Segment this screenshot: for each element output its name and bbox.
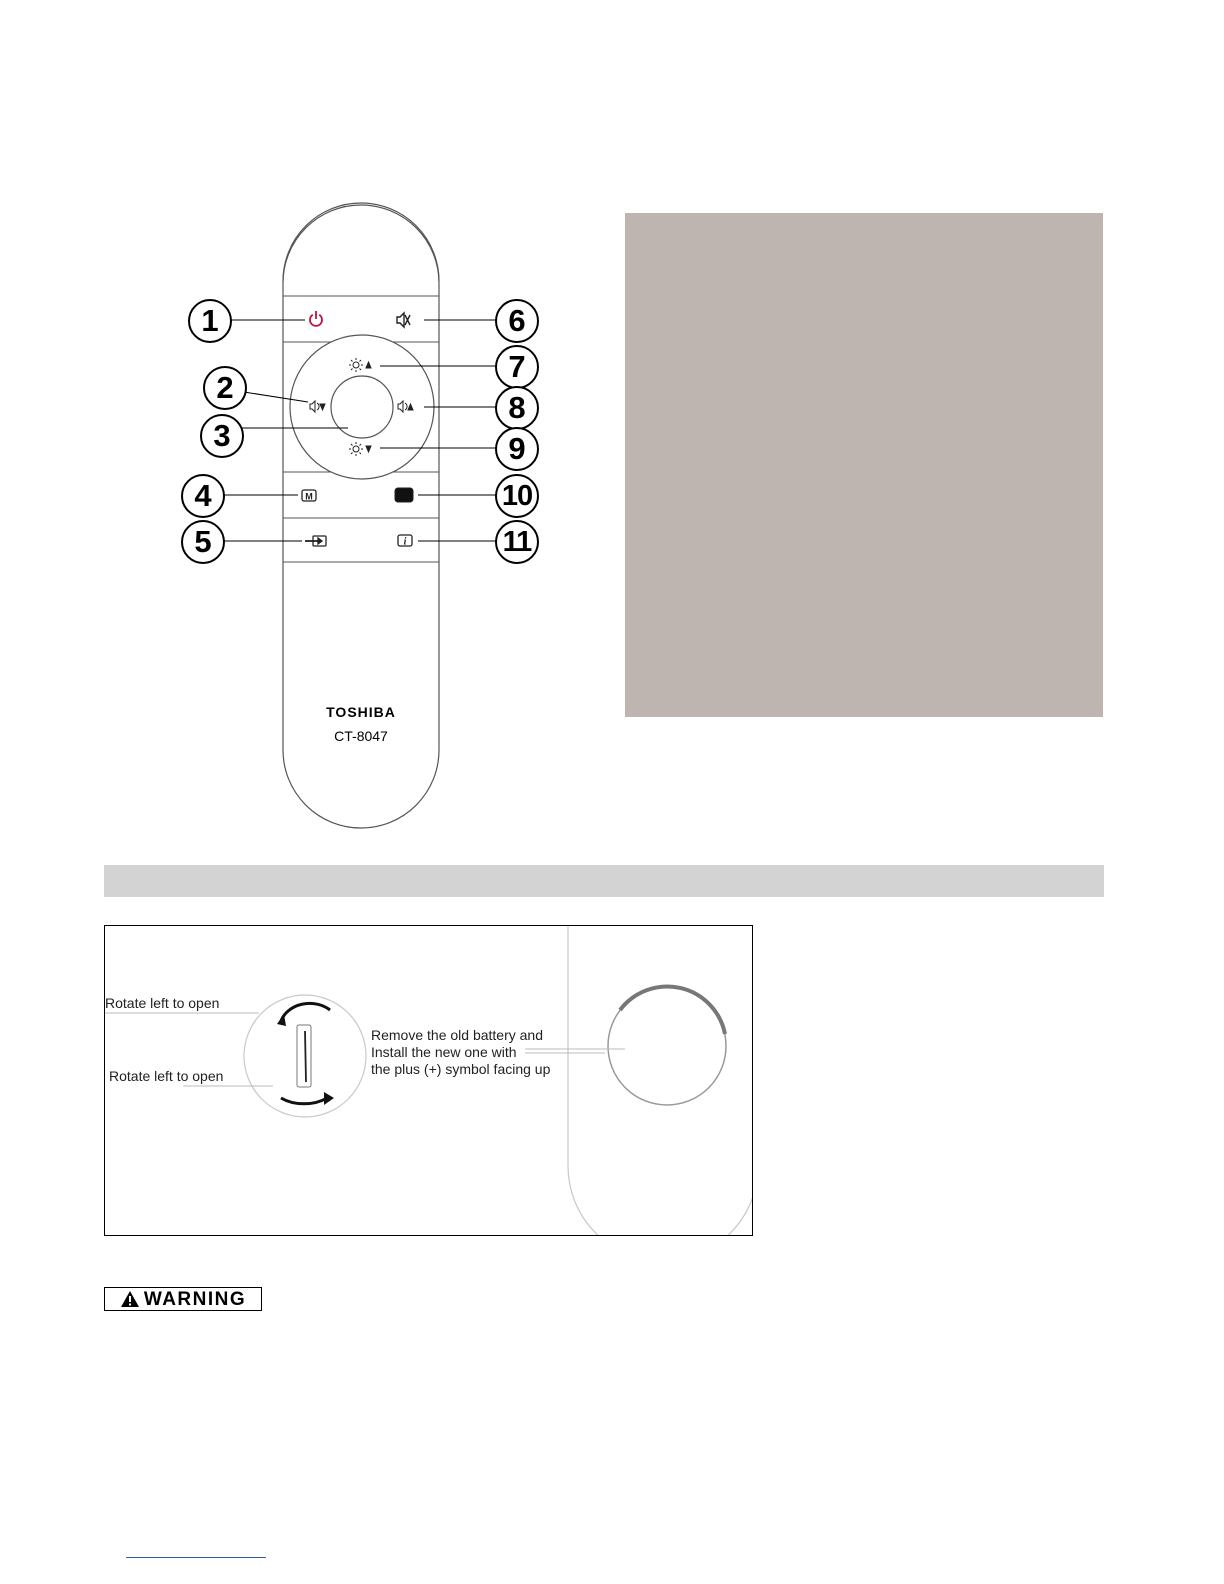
warning-badge	[104, 1287, 262, 1311]
callout-3: 3	[200, 414, 244, 458]
callout-4: 4	[181, 474, 225, 518]
info-icon	[398, 535, 412, 548]
rotate-label-bottom: Rotate left to open	[109, 1068, 224, 1084]
rotate-label-top: Rotate left to open	[105, 995, 220, 1011]
menu-m-icon	[302, 490, 316, 502]
callout-6: 6	[495, 299, 539, 343]
callout-8: 8	[495, 386, 539, 430]
callout-9: 9	[495, 427, 539, 471]
battery-instruction-line-3: the plus (+) symbol facing up	[371, 1061, 551, 1077]
callout-11: 11	[495, 520, 539, 564]
remote-brand-logo: TOSHIBA	[326, 704, 396, 720]
center-enter-button	[331, 376, 393, 438]
callout-1: 1	[188, 299, 232, 343]
svg-text:i: i	[403, 536, 407, 548]
section-header-bar	[104, 865, 1104, 897]
svg-text:M: M	[305, 491, 313, 502]
callout-7: 7	[495, 345, 539, 389]
aspect-ratio-icon	[395, 488, 413, 502]
footnote-separator	[126, 1557, 266, 1558]
battery-instruction-line-1: Remove the old battery and	[371, 1027, 543, 1043]
callout-5: 5	[181, 520, 225, 564]
warning-label: WARNING	[143, 1288, 247, 1310]
callout-10: 10	[495, 474, 539, 518]
battery-instruction-line-2: Install the new one with	[371, 1044, 517, 1060]
remote-model-number: CT-8047	[334, 728, 388, 744]
battery-replacement-diagram	[104, 925, 753, 1236]
warning-triangle-icon	[120, 1290, 140, 1308]
callout-2: 2	[203, 366, 247, 410]
image-placeholder-panel	[625, 213, 1103, 717]
